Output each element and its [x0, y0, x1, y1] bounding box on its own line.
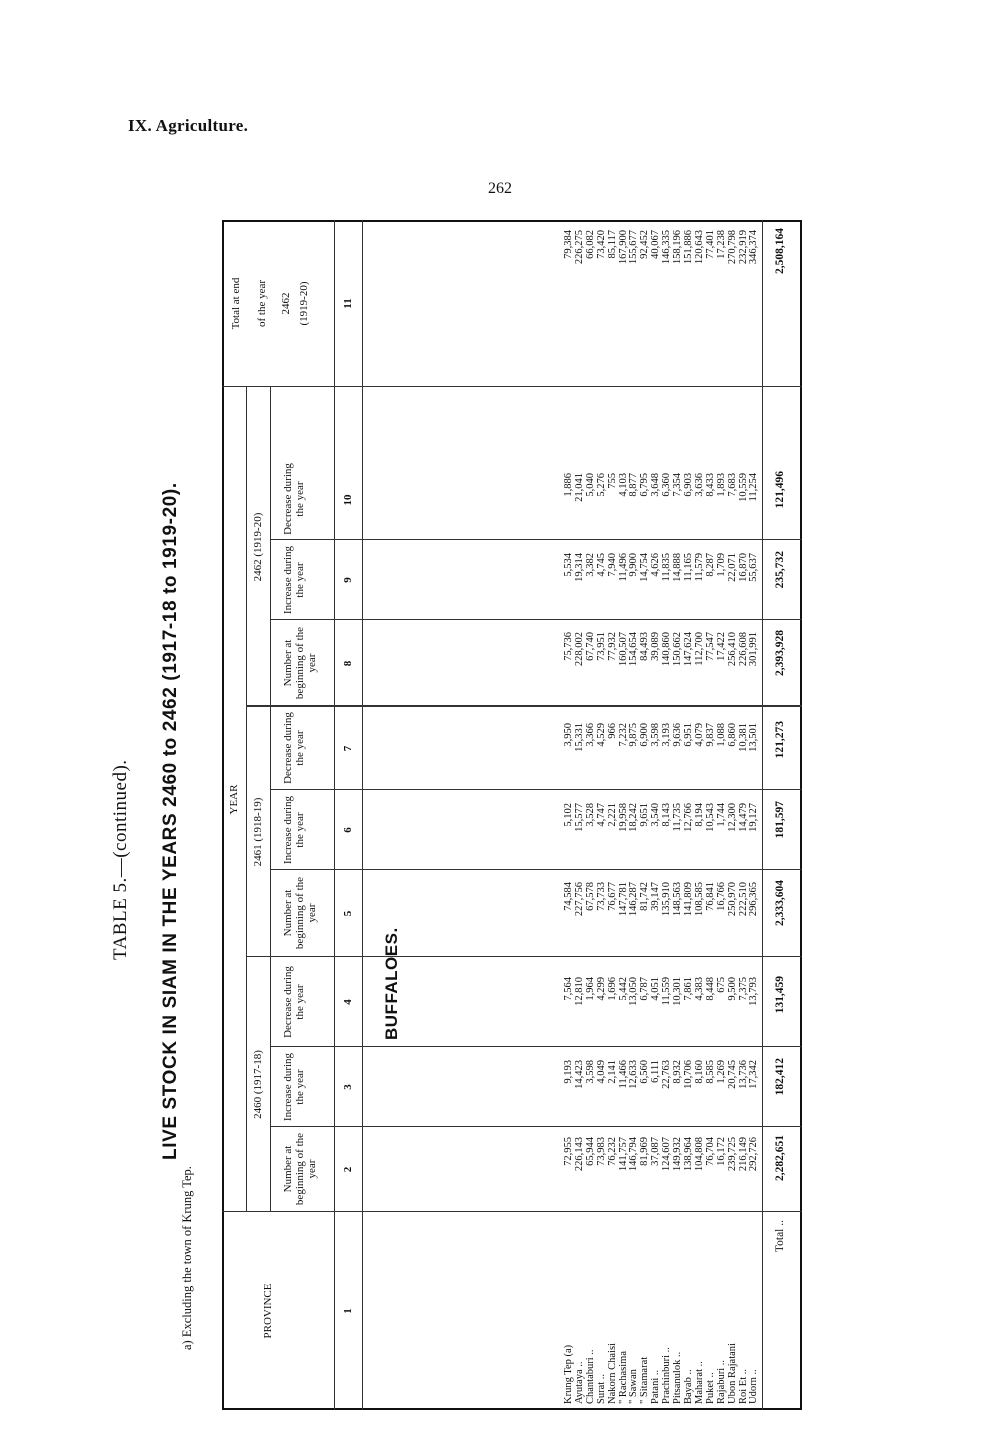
- table-cell: 73,983: [595, 1137, 607, 1166]
- table-cell: 232,919: [737, 230, 749, 265]
- table-cell: 19,127: [748, 803, 760, 832]
- table-cell: 11,466: [617, 1060, 629, 1089]
- vrule-1: [222, 1211, 802, 1212]
- table-cell: 4,079: [693, 723, 705, 747]
- table-cell: 1,964: [584, 977, 596, 1001]
- header-total-end-3: 2462: [280, 292, 292, 315]
- province-name: Ubon Rajatani: [726, 1343, 738, 1404]
- table-cell: 67,578: [584, 882, 596, 911]
- table-cell: 1,696: [606, 977, 618, 1001]
- table-cell: 12,300: [726, 803, 738, 832]
- total-c4: 131,459: [774, 976, 786, 1014]
- column-c8: [564, 632, 760, 702]
- table-cell: 92,452: [639, 230, 651, 259]
- table-cell: 1,088: [715, 723, 727, 747]
- colnum-rule: [362, 220, 363, 1410]
- table-cell: 8,287: [704, 553, 716, 577]
- colnum-2: 2: [342, 1166, 354, 1173]
- column-c10: [564, 473, 760, 535]
- table-cell: 4,529: [595, 723, 607, 747]
- table-cell: 150,662: [672, 632, 684, 667]
- table-cell: 6,560: [639, 1060, 651, 1084]
- province-name: " Sitamarat: [639, 1356, 651, 1404]
- table-cell: 79,384: [563, 230, 574, 259]
- total-c6: 181,597: [774, 801, 786, 839]
- total-label: Total ..: [774, 1220, 786, 1253]
- table-cell: 3,598: [584, 1060, 596, 1084]
- table-cell: 5,442: [617, 977, 629, 1001]
- province-name: " Rachasima: [617, 1351, 629, 1404]
- colnum-5: 5: [342, 910, 354, 917]
- table-cell: 12,810: [573, 977, 585, 1006]
- header-2460: 2460 (1917-18): [252, 1050, 264, 1119]
- table-cell: 6,951: [682, 723, 694, 747]
- table-cell: 5,102: [563, 803, 574, 827]
- province-name: " Sawan: [628, 1369, 640, 1404]
- table-cell: 239,725: [726, 1137, 738, 1172]
- table-cell: 155,677: [628, 230, 640, 265]
- table-cell: 140,860: [661, 632, 673, 667]
- table-cell: 7,564: [563, 977, 574, 1001]
- table-cell: 3,950: [563, 723, 574, 747]
- table-cell: 4,049: [595, 1060, 607, 1084]
- vrule-7: [246, 705, 802, 707]
- colnum-1: 1: [342, 1308, 354, 1314]
- table-cell: 135,910: [661, 882, 673, 917]
- table-cell: 112,700: [693, 632, 705, 666]
- table-cell: 65,944: [584, 1137, 596, 1166]
- colnum-3: 3: [342, 1084, 354, 1090]
- table-cell: 37,087: [650, 1137, 662, 1166]
- table-cell: 4,745: [595, 553, 607, 577]
- table-cell: 216,149: [737, 1137, 749, 1172]
- total-c8: 2,393,928: [774, 630, 786, 676]
- table-cell: 8,143: [661, 803, 673, 827]
- header-c5: Number at beginning of the year: [282, 876, 318, 950]
- table-cell: 9,837: [704, 723, 716, 747]
- total-c10: 121,496: [774, 471, 786, 509]
- table-cell: 13,736: [737, 1060, 749, 1089]
- table-cell: 16,172: [715, 1137, 727, 1166]
- table-cell: 17,422: [715, 632, 727, 661]
- table-cell: 138,964: [682, 1137, 694, 1172]
- header-c3: Increase during the year: [282, 1052, 306, 1122]
- table-cell: 16,870: [737, 553, 749, 582]
- table-cell: 77,547: [704, 632, 716, 661]
- table-cell: 73,733: [595, 882, 607, 911]
- table-cell: 40,067: [650, 230, 662, 259]
- table-cell: 73,420: [595, 230, 607, 259]
- table-cell: 14,754: [639, 553, 651, 582]
- header-c8: Number at beginning of the year: [282, 626, 318, 700]
- table-cell: 76,232: [606, 1137, 618, 1166]
- table-cell: 6,900: [639, 723, 651, 747]
- table-cell: 20,745: [726, 1060, 738, 1089]
- header-total-end-4: (1919-20): [298, 281, 310, 326]
- table-cell: 13,793: [748, 977, 760, 1006]
- table-cell: 15,577: [573, 803, 585, 832]
- province-name: Prachinburi ..: [661, 1347, 673, 1404]
- header-c6: Increase during the year: [282, 795, 306, 865]
- province-name: Udorn ..: [748, 1369, 760, 1404]
- table-cell: 9,900: [628, 553, 640, 577]
- table-cell: 14,888: [672, 553, 684, 582]
- header-c7: Decrease during the year: [282, 712, 306, 784]
- table-cell: 148,563: [672, 882, 684, 917]
- table-cell: 7,940: [606, 553, 618, 577]
- colnum-7: 7: [342, 745, 354, 752]
- table-cell: 120,643: [693, 230, 705, 265]
- table-cell: 7,683: [726, 473, 738, 497]
- table-cell: 9,875: [628, 723, 640, 747]
- table-cell: 160,507: [617, 632, 629, 667]
- column-c9: [564, 553, 760, 615]
- table-cell: 72,955: [563, 1137, 574, 1166]
- table-cell: 13,501: [748, 723, 760, 752]
- table-cell: 11,496: [617, 553, 629, 582]
- column-c2: [564, 1137, 760, 1207]
- header-2462: 2462 (1919-20): [252, 512, 264, 582]
- table-cell: 10,301: [672, 977, 684, 1006]
- table-cell: 15,331: [573, 723, 585, 752]
- table-cell: 7,861: [682, 977, 694, 1001]
- table-cell: 270,798: [726, 230, 738, 265]
- province-column: [564, 1214, 760, 1404]
- table-cell: 6,360: [661, 473, 673, 497]
- province-name: Patani ..: [650, 1369, 662, 1404]
- table-cell: 21,041: [573, 473, 585, 502]
- table-cell: 141,809: [682, 882, 694, 917]
- table-cell: 8,932: [672, 1060, 684, 1084]
- table-cell: 6,111: [650, 1060, 662, 1083]
- table-cell: 9,636: [672, 723, 684, 747]
- table-cell: 3,540: [650, 803, 662, 827]
- table-cell: 6,787: [639, 977, 651, 1001]
- table-cell: 10,559: [737, 473, 749, 502]
- table-cell: 81,969: [639, 1137, 651, 1166]
- province-name: Maharat ..: [693, 1361, 705, 1404]
- table-cell: 39,089: [650, 632, 662, 661]
- column-c4: [564, 977, 760, 1042]
- table-cell: 256,410: [726, 632, 738, 667]
- table-cell: 11,254: [748, 473, 760, 502]
- table-cell: 9,193: [563, 1060, 574, 1084]
- table-cell: 228,002: [573, 632, 585, 667]
- table-cell: 76,704: [704, 1137, 716, 1166]
- table-cell: 7,232: [617, 723, 629, 747]
- table-cell: 8,433: [704, 473, 716, 497]
- table-cell: 11,735: [672, 803, 684, 832]
- table-cell: 8,448: [704, 977, 716, 1001]
- table-cell: 8,877: [628, 473, 640, 497]
- table-cell: 6,795: [639, 473, 651, 497]
- province-name: Roi Et ..: [737, 1368, 749, 1404]
- table-cell: 11,559: [661, 977, 673, 1006]
- table-cell: 1,744: [715, 803, 727, 827]
- table-cell: 4,626: [650, 553, 662, 577]
- table-cell: 226,608: [737, 632, 749, 667]
- table-cell: 227,756: [573, 882, 585, 917]
- table-cell: 16,766: [715, 882, 727, 911]
- table-cell: 14,423: [573, 1060, 585, 1089]
- table-cell: 18,242: [628, 803, 640, 832]
- table-cell: 3,193: [661, 723, 673, 747]
- table-cell: 5,534: [563, 553, 574, 577]
- table-cell: 6,860: [726, 723, 738, 747]
- table-title: LIVE STOCK IN SIAM IN THE YEARS 2460 to 2462 (1917-18 to 1919-20).: [160, 482, 181, 1160]
- table-cell: 146,287: [628, 882, 640, 917]
- section-label-buffaloes: BUFFALOES.: [382, 927, 401, 1040]
- province-name: Chantaburi ..: [584, 1349, 596, 1404]
- table-cell: 12,766: [682, 803, 694, 832]
- province-name: Surat ..: [595, 1373, 607, 1404]
- table-cell: 4,299: [595, 977, 607, 1001]
- table-cell: 3,636: [693, 473, 705, 497]
- total-c11: 2,508,164: [774, 228, 786, 274]
- table-cell: 39,147: [650, 882, 662, 911]
- table-cell: 6,903: [682, 473, 694, 497]
- table-cell: 74,584: [563, 882, 574, 911]
- table-cell: 9,651: [639, 803, 651, 827]
- table-cell: 9,500: [726, 977, 738, 1001]
- header-total-end-1: Total at end: [230, 277, 242, 330]
- header-c4: Decrease during the year: [282, 966, 306, 1038]
- province-name: Puket ..: [704, 1372, 716, 1404]
- period-rule: [270, 387, 271, 1212]
- table-cell: 3,382: [584, 553, 596, 577]
- table-cell: 13,050: [628, 977, 640, 1006]
- table-cell: 124,607: [661, 1137, 673, 1172]
- footnote: a) Excluding the town of Krung Tep.: [180, 1166, 194, 1350]
- table-cell: 146,794: [628, 1137, 640, 1172]
- table-cell: 2,141: [606, 1060, 618, 1084]
- table-cell: 7,375: [737, 977, 749, 1001]
- table-cell: 5,276: [595, 473, 607, 497]
- table-cell: 85,117: [606, 230, 618, 259]
- header-total-end-2: of the year: [256, 279, 268, 328]
- table-cell: 346,374: [748, 230, 760, 265]
- table-cell: 75,736: [563, 632, 574, 661]
- vrule-4: [246, 956, 802, 957]
- header-c2: Number at beginning of the year: [282, 1132, 318, 1206]
- table-cell: 3,598: [650, 723, 662, 747]
- table-cell: 146,335: [661, 230, 673, 265]
- table-cell: 966: [606, 723, 618, 739]
- table-cell: 19,958: [617, 803, 629, 832]
- colnum-4: 4: [342, 999, 354, 1005]
- table-cell: 67,740: [584, 632, 596, 661]
- table-cell: 10,543: [704, 803, 716, 832]
- table-cell: 151,886: [682, 230, 694, 265]
- province-name: Ayutaya ..: [573, 1361, 585, 1404]
- table-cell: 104,808: [693, 1137, 705, 1172]
- header-2461: 2461 (1918-19): [252, 797, 264, 867]
- column-c6: [564, 803, 760, 865]
- province-name: Krung Tep (a): [563, 1344, 574, 1404]
- table-cell: 17,238: [715, 230, 727, 259]
- table-cell: 17,342: [748, 1060, 760, 1089]
- table-cell: 55,637: [748, 553, 760, 582]
- table-cell: 11,579: [693, 553, 705, 582]
- province-name: Pitsanulok ..: [672, 1351, 684, 1404]
- table-cell: 22,071: [726, 553, 738, 582]
- table-cell: 4,747: [595, 803, 607, 827]
- table-cell: 3,366: [584, 723, 596, 747]
- table-cell: 4,383: [693, 977, 705, 1001]
- table-caption-continued: TABLE 5.—(continued).: [110, 759, 131, 960]
- table-cell: 226,143: [573, 1137, 585, 1172]
- table-cell: 76,841: [704, 882, 716, 911]
- table-cell: 167,900: [617, 230, 629, 265]
- live-stock-table: [222, 220, 802, 1410]
- table-cell: 141,757: [617, 1137, 629, 1172]
- column-c5: [564, 882, 760, 952]
- table-cell: 158,196: [672, 230, 684, 265]
- table-cell: 19,314: [573, 553, 585, 582]
- header-province: PROVINCE: [262, 1283, 274, 1339]
- table-cell: 292,726: [748, 1137, 760, 1172]
- table-cell: 76,677: [606, 882, 618, 911]
- total-c7: 121,273: [774, 721, 786, 759]
- table-cell: 222,510: [737, 882, 749, 917]
- table-cell: 1,709: [715, 553, 727, 577]
- table-cell: 1,893: [715, 473, 727, 497]
- table-cell: 12,633: [628, 1060, 640, 1089]
- table-cell: 147,781: [617, 882, 629, 917]
- table-cell: 301,991: [748, 632, 760, 667]
- table-cell: 81,742: [639, 882, 651, 911]
- colnum-10: 10: [342, 494, 354, 506]
- table-cell: 66,082: [584, 230, 596, 259]
- table-cell: 77,932: [606, 632, 618, 661]
- table-cell: 675: [715, 977, 727, 993]
- table-cell: 77,401: [704, 230, 716, 259]
- province-name: Nakorn Chaisi: [606, 1343, 618, 1404]
- table-cell: 226,275: [573, 230, 585, 265]
- total-rule: [762, 220, 763, 1410]
- table-cell: 147,624: [682, 632, 694, 667]
- total-c2: 2,282,651: [774, 1135, 786, 1181]
- header-rule-bottom: [334, 220, 335, 1410]
- table-cell: 22,763: [661, 1060, 673, 1089]
- header-year: YEAR: [228, 784, 240, 815]
- total-c9: 235,732: [774, 551, 786, 589]
- table-cell: 250,970: [726, 882, 738, 917]
- table-cell: 3,648: [650, 473, 662, 497]
- table-cell: 3,528: [584, 803, 596, 827]
- province-name: Bayab ..: [682, 1369, 694, 1404]
- province-name: Rajaburi ..: [715, 1359, 727, 1404]
- table-cell: 10,381: [737, 723, 749, 752]
- table-cell: 149,932: [672, 1137, 684, 1172]
- table-cell: 4,051: [650, 977, 662, 1001]
- table-cell: 84,493: [639, 632, 651, 661]
- column-c3: [564, 1060, 760, 1122]
- total-c5: 2,333,604: [774, 880, 786, 926]
- table-cell: 14,479: [737, 803, 749, 832]
- table-cell: 73,951: [595, 632, 607, 661]
- table-cell: 5,040: [584, 473, 596, 497]
- colnum-6: 6: [342, 827, 354, 833]
- table-cell: 2,221: [606, 803, 618, 827]
- table-cell: 154,654: [628, 632, 640, 667]
- table-cell: 11,165: [682, 553, 694, 582]
- colnum-11: 11: [342, 298, 354, 309]
- section-heading: IX. Agriculture.: [128, 116, 249, 135]
- colnum-9: 9: [342, 577, 354, 583]
- table-cell: 8,585: [704, 1060, 716, 1084]
- table-cell: 7,354: [672, 473, 684, 497]
- table-cell: 8,194: [693, 803, 705, 827]
- table-cell: 755: [606, 473, 618, 489]
- table-cell: 10,706: [682, 1060, 694, 1089]
- header-c10: Decrease during the year: [282, 463, 306, 535]
- table-cell: 8,160: [693, 1060, 705, 1084]
- column-c7: [564, 723, 760, 785]
- column-c11: [564, 230, 760, 310]
- table-cell: 4,103: [617, 473, 629, 497]
- table-cell: 11,835: [661, 553, 673, 582]
- colnum-8: 8: [342, 660, 354, 667]
- table-cell: 1,269: [715, 1060, 727, 1084]
- table-cell: 296,365: [748, 882, 760, 917]
- total-c3: 182,412: [774, 1058, 786, 1096]
- table-cell: 108,585: [693, 882, 705, 917]
- header-c9: Increase during the year: [282, 545, 306, 615]
- table-cell: 1,886: [563, 473, 574, 497]
- page-number: 262: [488, 180, 512, 197]
- year-rule: [246, 387, 247, 1212]
